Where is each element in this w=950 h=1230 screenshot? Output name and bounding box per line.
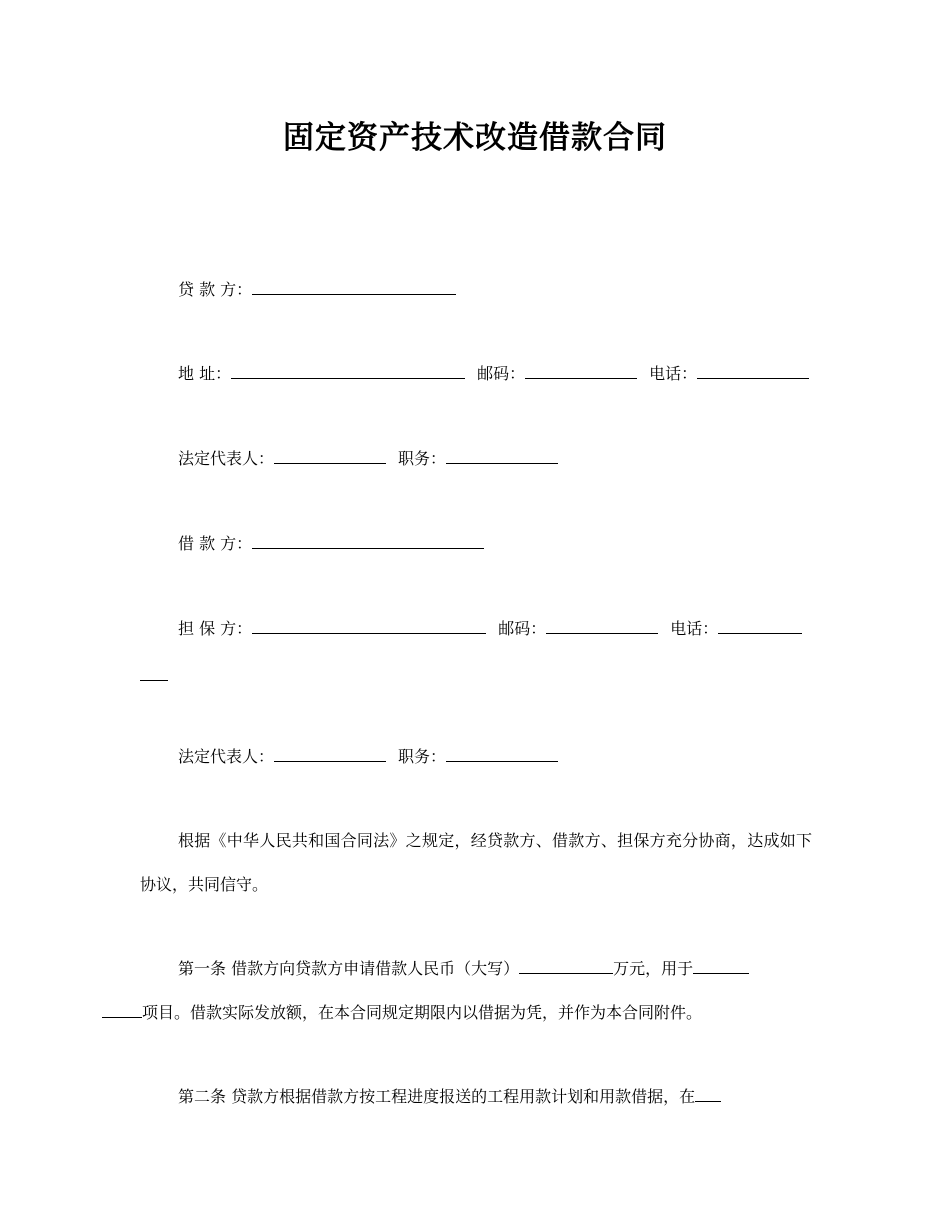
lender-contact-line	[178, 362, 809, 385]
guarantor-phone-blank-continued	[140, 680, 168, 681]
guarantor-rep-label: 法定代表人：	[178, 747, 275, 766]
article-1-part1: 第一条 借款方向贷款方申请借款人民币（大写）	[178, 959, 520, 978]
guarantor-postcode-label: 邮码：	[498, 619, 547, 638]
postcode-label: 邮码：	[477, 364, 526, 383]
address-label: 地 址：	[178, 364, 232, 383]
borrower-line	[178, 532, 484, 555]
guarantor-blank	[252, 617, 486, 634]
lender-label: 贷 款 方：	[178, 280, 253, 299]
position-blank	[446, 447, 558, 464]
article-2-part1: 第二条 贷款方根据借款方按工程进度报送的工程用款计划和用款借据，在	[178, 1087, 696, 1106]
lender-rep-line	[178, 447, 558, 470]
guarantor-label: 担 保 方：	[178, 619, 253, 638]
borrower-label: 借 款 方：	[178, 534, 253, 553]
guarantor-position-blank	[446, 745, 558, 762]
guarantor-phone-label: 电话：	[670, 619, 719, 638]
address-blank	[231, 362, 465, 379]
position-label: 职务：	[398, 449, 447, 468]
amount-blank	[519, 957, 613, 974]
purpose-blank-continued	[102, 1001, 142, 1018]
borrower-blank	[252, 532, 484, 549]
guarantor-phone-blank	[718, 617, 802, 634]
article-1-part3: 项目。借款实际发放额，在本合同规定期限内以借据为凭，并作为本合同附件。	[142, 1003, 703, 1022]
article-2	[140, 1075, 812, 1119]
guarantor-rep-blank	[274, 745, 386, 762]
guarantor-postcode-blank	[546, 617, 658, 634]
postcode-blank	[525, 362, 637, 379]
lender-line	[178, 278, 456, 301]
phone-blank	[697, 362, 809, 379]
guarantor-rep-line	[178, 745, 558, 768]
article-2-blank	[695, 1085, 721, 1102]
preamble: 根据《中华人民共和国合同法》之规定，经贷款方、借款方、担保方充分协商，达成如下协议，共同信守。	[140, 831, 812, 894]
purpose-blank	[693, 957, 749, 974]
page-title: 固定资产技术改造借款合同	[283, 120, 667, 156]
lender-blank	[252, 278, 456, 295]
guarantor-position-label: 职务：	[398, 747, 447, 766]
phone-label: 电话：	[649, 364, 698, 383]
article-1	[140, 947, 812, 1035]
rep-label: 法定代表人：	[178, 449, 275, 468]
article-1-part2: 万元，用于	[613, 959, 694, 978]
guarantor-line	[178, 617, 802, 640]
rep-blank	[274, 447, 386, 464]
